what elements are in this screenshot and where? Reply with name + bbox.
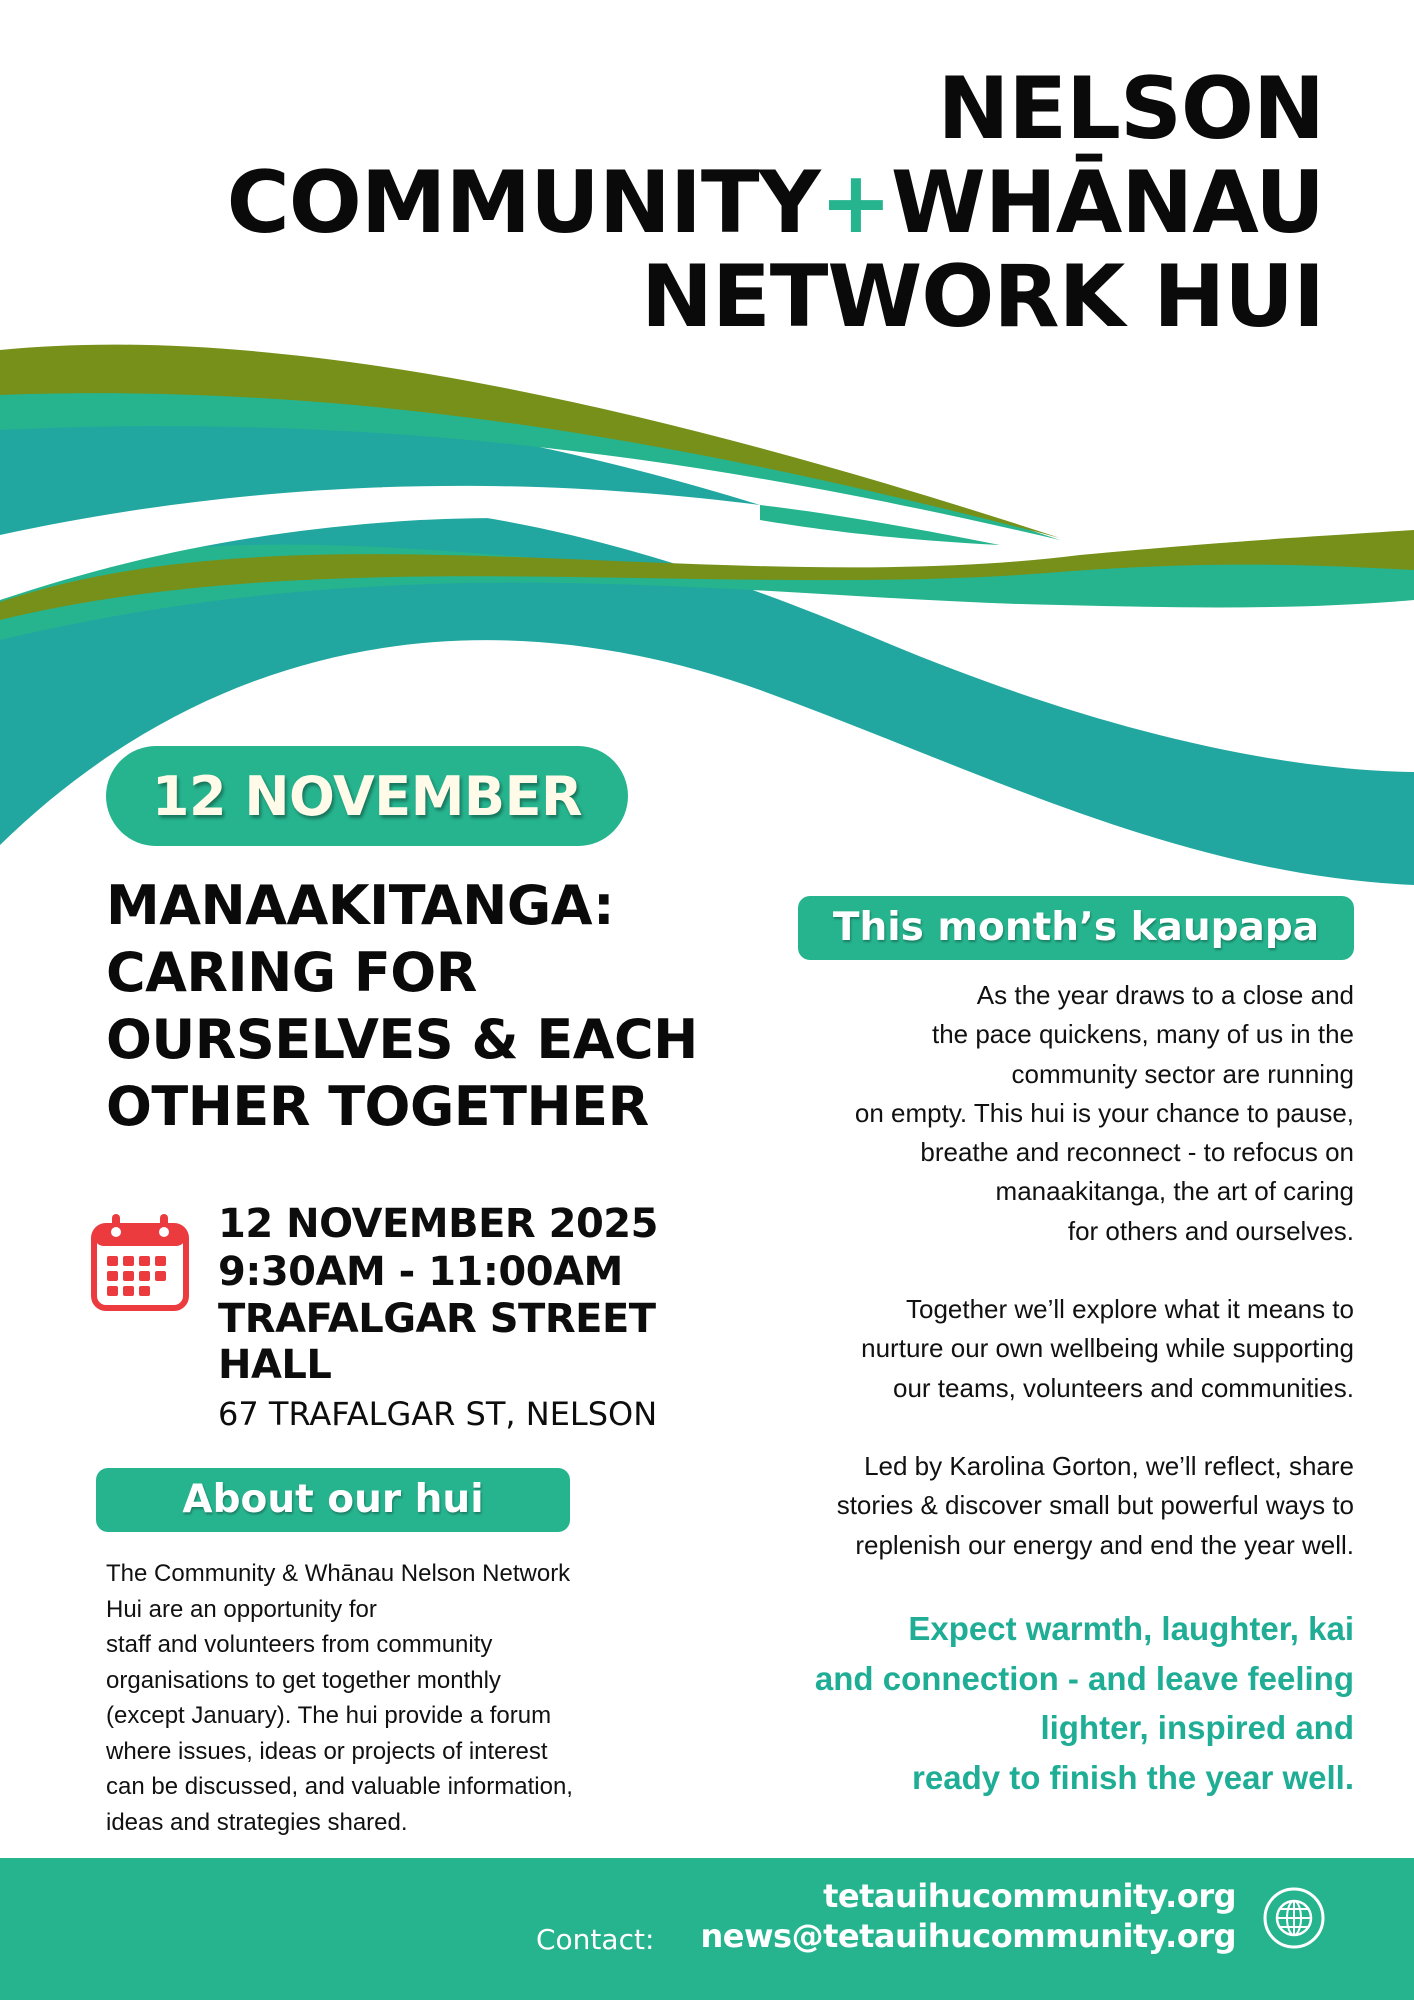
globe-icon (1262, 1886, 1326, 1950)
kaupapa-line: stories & discover small but powerful ways to (836, 1490, 1354, 1521)
kaupapa-line: our teams, volunteers and communities. (893, 1372, 1354, 1403)
kaupapa-line: manaakitanga, the art of caring (995, 1176, 1354, 1207)
headline-line: OURSELVES & EACH (106, 1008, 698, 1071)
about-line: staff and volunteers from community (106, 1631, 493, 1658)
kaupapa-line: community sector are running (1011, 1058, 1354, 1089)
poster-title (226, 59, 1324, 347)
kaupapa-line: on empty. This hui is your chance to pause, (854, 1097, 1354, 1128)
highlight-line: and connection - and leave feeling (814, 1659, 1354, 1697)
about-line: where issues, ideas or projects of interest (106, 1737, 548, 1765)
kaupapa-line: replenish our energy and end the year well. (855, 1529, 1354, 1560)
contact-label: Contact: (536, 1923, 655, 1956)
plus-icon: + (819, 153, 891, 253)
kaupapa-text (714, 976, 1354, 1565)
headline-line: OTHER TOGETHER (106, 1075, 649, 1138)
highlight-line: ready to finish the year well. (912, 1758, 1354, 1796)
kaupapa-line: Led by Karolina Gorton, we’ll reflect, share (864, 1450, 1354, 1481)
about-line: organisations to get together monthly (106, 1666, 501, 1694)
kaupapa-line: nurture our own wellbeing while supporting (861, 1333, 1354, 1364)
calendar-icon (90, 1212, 190, 1312)
title-line-2 (226, 153, 1324, 253)
kaupapa-line: the pace quickens, many of us in the (931, 1019, 1354, 1050)
headline-line: CARING FOR (106, 941, 477, 1004)
about-text (106, 1556, 666, 1840)
about-line: The Community & Whānau Nelson Network (106, 1560, 571, 1587)
about-line: Hui are an opportunity for (106, 1595, 377, 1623)
date-badge: 12 NOVEMBER (106, 746, 628, 846)
event-details (218, 1200, 758, 1436)
title-community: COMMUNITY (226, 153, 820, 253)
event-venue: TRAFALGAR STREET (218, 1296, 656, 1342)
kaupapa-line: As the year draws to a close and (976, 980, 1354, 1010)
about-line: (except January). The hui provide a forum (106, 1702, 552, 1729)
kaupapa-line: Together we’ll explore what it means to (905, 1294, 1354, 1325)
website-link[interactable]: tetauihucommunity.org (823, 1877, 1236, 1915)
event-time: 9:30AM - 11:00AM (218, 1249, 623, 1295)
highlight-line: Expect warmth, laughter, kai (908, 1610, 1354, 1647)
kaupapa-heading: This month’s kaupapa (798, 896, 1354, 960)
headline-line: MANAAKITANGA: (106, 874, 615, 937)
email-link[interactable]: news@tetauihucommunity.org (700, 1917, 1236, 1955)
highlight-text (714, 1604, 1354, 1802)
event-address: 67 TRAFALGAR ST, NELSON (218, 1395, 658, 1433)
about-line: ideas and strategies shared. (106, 1808, 408, 1836)
title-line-1: NELSON (937, 59, 1324, 159)
about-heading: About our hui (96, 1468, 570, 1532)
event-date: 12 NOVEMBER 2025 (218, 1201, 658, 1247)
highlight-line: lighter, inspired and (1040, 1709, 1354, 1746)
kaupapa-line: breathe and reconnect - to refocus on (920, 1137, 1354, 1168)
kaupapa-line: for others and ourselves. (1067, 1215, 1354, 1246)
title-line-3: NETWORK HUI (641, 247, 1324, 347)
title-whanau: WHĀNAU (890, 153, 1324, 253)
about-line: can be discussed, and valuable information, (106, 1773, 573, 1800)
event-headline (106, 872, 766, 1140)
event-venue: HALL (218, 1342, 332, 1388)
